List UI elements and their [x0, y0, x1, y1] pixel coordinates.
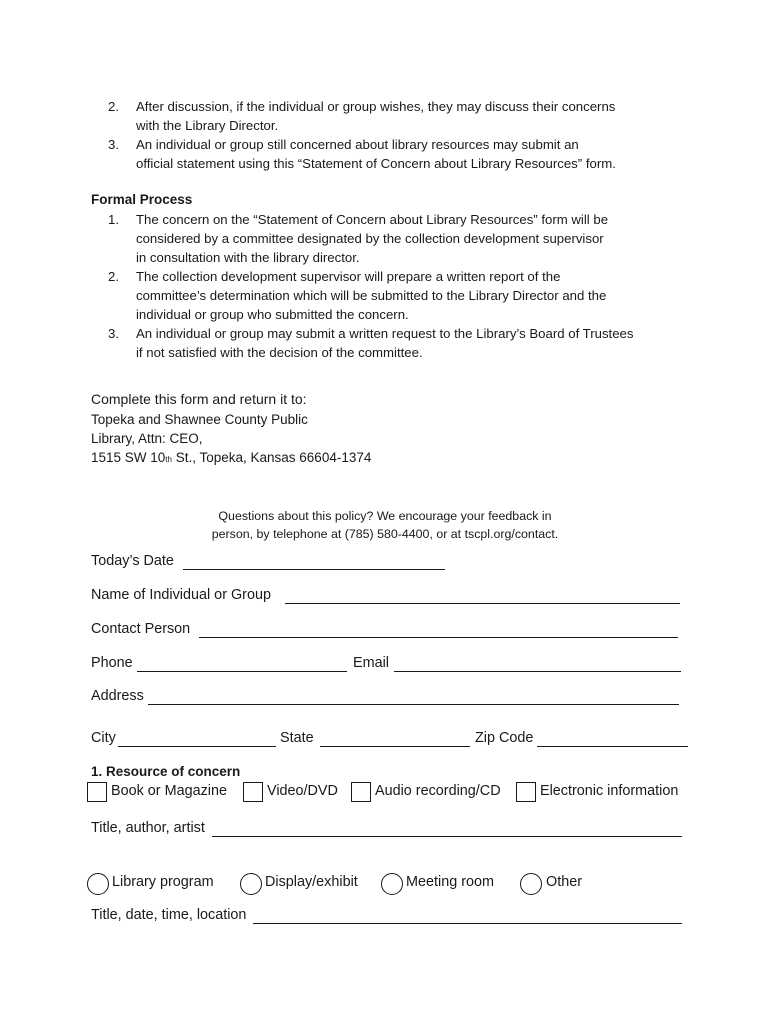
ordinal-suffix: th — [165, 455, 172, 464]
step-text-line: official statement using this “Statement of Concern about Library Resources” form. — [136, 156, 616, 171]
step-text-line: An individual or group may submit a written request to the Library’s Board of Trustees — [136, 326, 634, 341]
return-address-line-3 — [91, 448, 371, 469]
address-label: Address — [91, 688, 144, 704]
step-text-line: if not satisfied with the decision of the committee. — [136, 345, 423, 360]
other-radio[interactable] — [520, 873, 542, 895]
step-text-line: An individual or group still concerned about library resources may submit an — [136, 137, 579, 152]
step-number: 2. — [108, 269, 119, 284]
step-text-line: The collection development supervisor will prepare a written report of the — [136, 269, 561, 284]
resource-heading: 1. Resource of concern — [91, 764, 241, 779]
step-number: 3. — [108, 326, 119, 341]
library-program-radio[interactable] — [87, 873, 109, 895]
step-text-line: considered by a committee designated by the collection development supervisor — [136, 231, 604, 246]
formal-process-list — [108, 210, 633, 362]
formal-process-heading: Formal Process — [91, 192, 193, 207]
step-text-line: individual or group who submitted the concern. — [136, 307, 409, 322]
address-field[interactable] — [148, 704, 679, 705]
date-label: Today’s Date — [91, 553, 174, 569]
zip-label: Zip Code — [475, 730, 534, 746]
title-author-label: Title, author, artist — [91, 820, 205, 836]
electronic-information-label: Electronic information — [540, 783, 679, 799]
city-field[interactable] — [118, 746, 276, 747]
email-label: Email — [353, 655, 389, 671]
name-label: Name of Individual or Group — [91, 587, 271, 603]
return-address-line-2: Library, Attn: CEO, — [91, 431, 203, 446]
return-intro: Complete this form and return it to: — [91, 391, 307, 407]
electronic-information-checkbox[interactable] — [516, 782, 536, 802]
step-number: 1. — [108, 212, 119, 227]
formal-step-1 — [108, 210, 633, 267]
formal-step-2 — [108, 267, 633, 324]
step-text-line: committee’s determination which will be submitted to the Library Director and the — [136, 288, 607, 303]
informal-steps-list — [108, 97, 616, 173]
meeting-room-label: Meeting room — [406, 874, 494, 890]
title-date-label: Title, date, time, location — [91, 907, 247, 923]
book-magazine-checkbox[interactable] — [87, 782, 107, 802]
step-text-line: with the Library Director. — [136, 118, 279, 133]
library-program-label: Library program — [112, 874, 214, 890]
city-label: City — [91, 730, 116, 746]
step-number: 2. — [108, 99, 119, 114]
questions-line-2: person, by telephone at (785) 580-4400, or at tscpl.org/contact. — [211, 527, 559, 541]
return-address-line-1: Topeka and Shawnee County Public — [91, 412, 308, 427]
other-label: Other — [546, 874, 582, 890]
step-text-line: The concern on the “Statement of Concern about Library Resources” form will be — [136, 212, 609, 227]
meeting-room-radio[interactable] — [381, 873, 403, 895]
informal-step-3 — [108, 135, 616, 173]
audio-recording-checkbox[interactable] — [351, 782, 371, 802]
book-magazine-label: Book or Magazine — [111, 783, 227, 799]
step-number: 3. — [108, 137, 119, 152]
phone-field[interactable] — [137, 671, 347, 672]
step-text-line: in consultation with the library director. — [136, 250, 360, 265]
date-field[interactable] — [183, 569, 445, 570]
phone-label: Phone — [91, 655, 133, 671]
formal-step-3 — [108, 324, 633, 362]
street-number: 1515 SW 10 — [91, 450, 166, 465]
questions-note — [150, 507, 620, 543]
state-label: State — [280, 730, 314, 746]
contact-label: Contact Person — [91, 621, 191, 637]
display-exhibit-radio[interactable] — [240, 873, 262, 895]
display-exhibit-label: Display/exhibit — [265, 874, 358, 890]
questions-line-1: Questions about this policy? We encourage your feedback in — [218, 509, 552, 523]
title-date-field[interactable] — [253, 923, 682, 924]
name-field[interactable] — [285, 603, 680, 604]
step-text-line: After discussion, if the individual or group wishes, they may discuss their concerns — [136, 99, 616, 114]
audio-recording-label: Audio recording/CD — [375, 783, 501, 799]
email-field[interactable] — [394, 671, 681, 672]
video-dvd-checkbox[interactable] — [243, 782, 263, 802]
zip-field[interactable] — [537, 746, 688, 747]
street-remainder: St., Topeka, Kansas 66604-1374 — [171, 450, 372, 465]
title-author-field[interactable] — [212, 836, 682, 837]
contact-person-field[interactable] — [199, 637, 678, 638]
state-field[interactable] — [320, 746, 470, 747]
informal-step-2 — [108, 97, 616, 135]
video-dvd-label: Video/DVD — [267, 783, 338, 799]
